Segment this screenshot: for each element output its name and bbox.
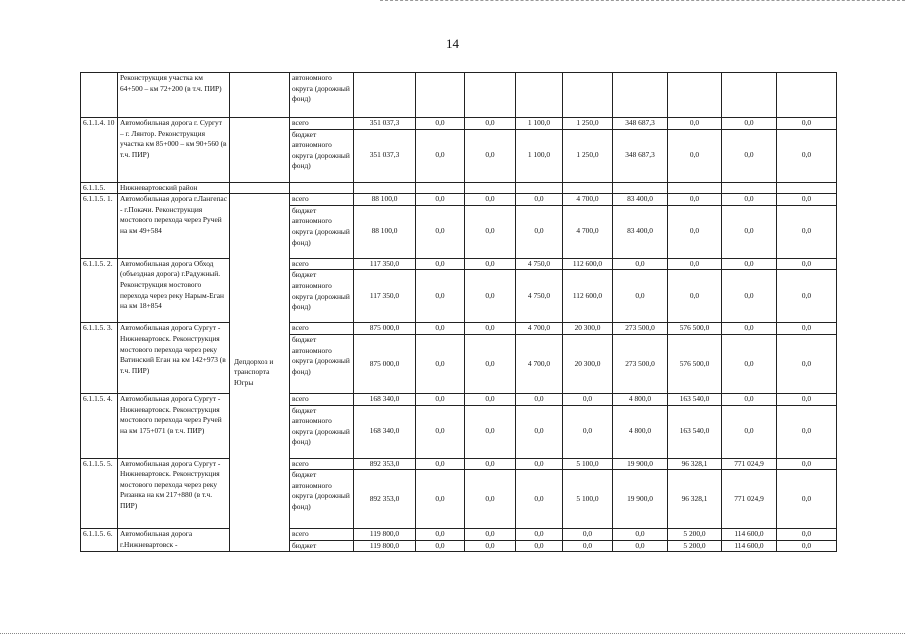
amount-cell: 96 328,1 <box>668 458 722 470</box>
table-cell <box>290 182 354 194</box>
item-code-cell: 6.1.1.5. 6. <box>81 529 118 552</box>
funding-table-wrapper <box>80 72 836 552</box>
amount-cell: 0,0 <box>416 270 465 323</box>
district-row <box>81 182 837 194</box>
amount-cell: 0,0 <box>668 129 722 182</box>
amount-cell: 112 600,0 <box>563 258 613 270</box>
item-code-cell <box>81 73 118 118</box>
amount-cell: 0,0 <box>777 258 837 270</box>
amount-cell: 0,0 <box>722 270 777 323</box>
amount-cell: 0,0 <box>465 334 516 393</box>
amount-cell: 0,0 <box>416 323 465 335</box>
funding-source-budget: бюджет <box>290 540 354 552</box>
table-cell <box>563 73 613 118</box>
amount-cell: 163 540,0 <box>668 405 722 458</box>
table-cell <box>668 182 722 194</box>
amount-cell: 875 000,0 <box>354 323 416 335</box>
item-name-cell: Автомобильная дорога Сургут - Нижневартовск. Реконструкция мостового перехода через Ручей на км 175+071 (в т.ч. ПИР) <box>118 393 230 458</box>
item-code-cell: 6.1.1.5. 1. <box>81 194 118 259</box>
amount-cell: 0,0 <box>416 129 465 182</box>
amount-cell: 5 100,0 <box>563 470 613 529</box>
amount-cell: 0,0 <box>668 118 722 130</box>
amount-cell: 351 037,3 <box>354 129 416 182</box>
table-cell <box>516 73 563 118</box>
table-cell <box>777 182 837 194</box>
amount-cell: 117 350,0 <box>354 270 416 323</box>
amount-cell: 88 100,0 <box>354 194 416 206</box>
amount-cell: 4 800,0 <box>613 393 668 405</box>
district-name: Нижневартовский район <box>118 182 230 194</box>
amount-cell: 0,0 <box>465 470 516 529</box>
amount-cell: 4 750,0 <box>516 270 563 323</box>
amount-cell: 0,0 <box>465 393 516 405</box>
amount-cell: 0,0 <box>516 194 563 206</box>
amount-cell: 351 037,3 <box>354 118 416 130</box>
amount-cell: 0,0 <box>416 405 465 458</box>
item-code-cell: 6.1.1.5. 4. <box>81 393 118 458</box>
amount-cell: 0,0 <box>465 405 516 458</box>
funding-source-budget: бюджет автономного округа (дорожный фонд) <box>290 270 354 323</box>
table-cell <box>722 182 777 194</box>
amount-cell: 5 200,0 <box>668 529 722 541</box>
item-name-cell: Автомобильная дорога г.Нижневартовск - <box>118 529 230 552</box>
amount-cell: 0,0 <box>516 470 563 529</box>
table-cell <box>722 73 777 118</box>
amount-cell: 119 800,0 <box>354 529 416 541</box>
amount-cell: 0,0 <box>777 470 837 529</box>
item-name-cell: Автомобильная дорога Сургут - Нижневартовск. Реконструкция мостового перехода через реку Ризанка на км 217+880 (в т.ч. ПИР) <box>118 458 230 529</box>
amount-cell: 0,0 <box>516 458 563 470</box>
amount-cell: 1 100,0 <box>516 129 563 182</box>
responsible-cell <box>230 118 290 183</box>
amount-cell: 0,0 <box>777 405 837 458</box>
amount-cell: 0,0 <box>416 194 465 206</box>
item-name-cell: Автомобильная дорога Обход (объездная дорога) г.Радужный. Реконструкция мостового перехода через реку Нарым-Еган на км 18+854 <box>118 258 230 323</box>
amount-cell: 163 540,0 <box>668 393 722 405</box>
funding-source-total: всего <box>290 458 354 470</box>
amount-cell: 0,0 <box>777 118 837 130</box>
amount-cell: 892 353,0 <box>354 458 416 470</box>
amount-cell: 0,0 <box>465 323 516 335</box>
amount-cell: 114 600,0 <box>722 540 777 552</box>
scan-edge-bottom <box>0 633 905 634</box>
table-cell <box>777 73 837 118</box>
amount-cell: 0,0 <box>563 540 613 552</box>
funding-source-budget: бюджет автономного округа (дорожный фонд) <box>290 470 354 529</box>
table-row <box>81 529 837 541</box>
amount-cell: 0,0 <box>563 393 613 405</box>
amount-cell: 83 400,0 <box>613 205 668 258</box>
table-cell <box>668 73 722 118</box>
table-row <box>81 323 837 335</box>
amount-cell: 0,0 <box>416 393 465 405</box>
responsible-cell: Депдорхоз и транспорта Югры <box>230 194 290 552</box>
amount-cell: 4 700,0 <box>516 323 563 335</box>
amount-cell: 0,0 <box>416 540 465 552</box>
table-row <box>81 73 837 118</box>
amount-cell: 771 024,9 <box>722 458 777 470</box>
amount-cell: 0,0 <box>465 270 516 323</box>
amount-cell: 0,0 <box>416 118 465 130</box>
item-code-cell: 6.1.1.4. 10 <box>81 118 118 183</box>
amount-cell: 0,0 <box>668 270 722 323</box>
funding-source-total: всего <box>290 393 354 405</box>
item-name-cell: Автомобильная дорога г.Лангепас - г.Покачи. Реконструкция мостового перехода через Ручей на км 49+584 <box>118 194 230 259</box>
funding-table <box>80 72 837 552</box>
amount-cell: 0,0 <box>465 458 516 470</box>
amount-cell: 88 100,0 <box>354 205 416 258</box>
funding-source-budget: бюджет автономного округа (дорожный фонд) <box>290 205 354 258</box>
amount-cell: 0,0 <box>465 205 516 258</box>
amount-cell: 0,0 <box>777 194 837 206</box>
scan-edge-top <box>380 0 905 3</box>
responsible-cell <box>230 73 290 118</box>
funding-source-cell: автономного округа (дорожный фонд) <box>290 73 354 118</box>
amount-cell: 0,0 <box>777 393 837 405</box>
amount-cell: 0,0 <box>416 205 465 258</box>
item-code-cell: 6.1.1.5. 3. <box>81 323 118 394</box>
amount-cell: 0,0 <box>777 205 837 258</box>
amount-cell: 19 900,0 <box>613 458 668 470</box>
amount-cell: 273 500,0 <box>613 323 668 335</box>
amount-cell: 1 250,0 <box>563 129 613 182</box>
item-code-cell: 6.1.1.5. 2. <box>81 258 118 323</box>
amount-cell: 168 340,0 <box>354 405 416 458</box>
amount-cell: 0,0 <box>465 129 516 182</box>
funding-source-budget: бюджет автономного округа (дорожный фонд) <box>290 129 354 182</box>
funding-source-total: всего <box>290 529 354 541</box>
amount-cell: 0,0 <box>516 405 563 458</box>
amount-cell: 168 340,0 <box>354 393 416 405</box>
amount-cell: 0,0 <box>668 194 722 206</box>
funding-source-budget: бюджет автономного округа (дорожный фонд) <box>290 405 354 458</box>
amount-cell: 0,0 <box>516 205 563 258</box>
table-row <box>81 258 837 270</box>
amount-cell: 0,0 <box>516 393 563 405</box>
amount-cell: 0,0 <box>465 540 516 552</box>
amount-cell: 0,0 <box>465 118 516 130</box>
amount-cell: 96 328,1 <box>668 470 722 529</box>
amount-cell: 0,0 <box>722 258 777 270</box>
table-cell <box>613 182 668 194</box>
table-cell <box>613 73 668 118</box>
table-cell <box>230 182 290 194</box>
amount-cell: 576 500,0 <box>668 323 722 335</box>
amount-cell: 112 600,0 <box>563 270 613 323</box>
item-name-cell: Автомобильная дорога г. Сургут – г. Лянтор. Реконструкция участка км 85+000 – км 90+560 (в т.ч. ПИР) <box>118 118 230 183</box>
amount-cell: 0,0 <box>563 405 613 458</box>
amount-cell: 19 900,0 <box>613 470 668 529</box>
table-cell <box>563 182 613 194</box>
funding-source-budget: бюджет автономного округа (дорожный фонд) <box>290 334 354 393</box>
table-cell <box>354 73 416 118</box>
page-number: 14 <box>446 36 459 51</box>
table-cell <box>465 182 516 194</box>
amount-cell: 20 300,0 <box>563 323 613 335</box>
amount-cell: 0,0 <box>777 458 837 470</box>
amount-cell: 0,0 <box>777 334 837 393</box>
amount-cell: 119 800,0 <box>354 540 416 552</box>
amount-cell: 4 800,0 <box>613 405 668 458</box>
amount-cell: 0,0 <box>516 529 563 541</box>
amount-cell: 0,0 <box>777 323 837 335</box>
amount-cell: 0,0 <box>722 118 777 130</box>
amount-cell: 4 700,0 <box>563 205 613 258</box>
amount-cell: 0,0 <box>777 529 837 541</box>
amount-cell: 0,0 <box>722 194 777 206</box>
amount-cell: 576 500,0 <box>668 334 722 393</box>
amount-cell: 0,0 <box>516 540 563 552</box>
amount-cell: 0,0 <box>668 258 722 270</box>
amount-cell: 0,0 <box>777 270 837 323</box>
amount-cell: 0,0 <box>416 470 465 529</box>
amount-cell: 20 300,0 <box>563 334 613 393</box>
item-name-cell: Автомобильная дорога Сургут - Нижневартовск. Реконструкция мостового перехода через реку Ватинский Еган на км 142+973 (в т.ч. ПИР) <box>118 323 230 394</box>
amount-cell: 348 687,3 <box>613 129 668 182</box>
funding-source-total: всего <box>290 118 354 130</box>
amount-cell: 0,0 <box>722 405 777 458</box>
amount-cell: 4 750,0 <box>516 258 563 270</box>
amount-cell: 771 024,9 <box>722 470 777 529</box>
amount-cell: 0,0 <box>613 529 668 541</box>
funding-source-total: всего <box>290 323 354 335</box>
amount-cell: 0,0 <box>465 529 516 541</box>
amount-cell: 0,0 <box>613 258 668 270</box>
funding-source-total: всего <box>290 258 354 270</box>
amount-cell: 0,0 <box>722 393 777 405</box>
table-row <box>81 118 837 130</box>
amount-cell: 0,0 <box>563 529 613 541</box>
amount-cell: 4 700,0 <box>563 194 613 206</box>
table-cell <box>416 182 465 194</box>
amount-cell: 875 000,0 <box>354 334 416 393</box>
amount-cell: 0,0 <box>722 323 777 335</box>
amount-cell: 114 600,0 <box>722 529 777 541</box>
amount-cell: 0,0 <box>777 129 837 182</box>
amount-cell: 0,0 <box>613 540 668 552</box>
table-cell <box>416 73 465 118</box>
amount-cell: 5 200,0 <box>668 540 722 552</box>
amount-cell: 892 353,0 <box>354 470 416 529</box>
amount-cell: 0,0 <box>416 529 465 541</box>
item-name-cell: Реконструкция участка км 64+500 – км 72+200 (в т.ч. ПИР) <box>118 73 230 118</box>
table-row <box>81 393 837 405</box>
district-code: 6.1.1.5. <box>81 182 118 194</box>
amount-cell: 1 100,0 <box>516 118 563 130</box>
amount-cell: 0,0 <box>722 129 777 182</box>
amount-cell: 0,0 <box>416 334 465 393</box>
amount-cell: 5 100,0 <box>563 458 613 470</box>
amount-cell: 348 687,3 <box>613 118 668 130</box>
amount-cell: 4 700,0 <box>516 334 563 393</box>
amount-cell: 0,0 <box>722 205 777 258</box>
table-cell <box>516 182 563 194</box>
amount-cell: 83 400,0 <box>613 194 668 206</box>
item-code-cell: 6.1.1.5. 5. <box>81 458 118 529</box>
table-cell <box>354 182 416 194</box>
table-row <box>81 458 837 470</box>
amount-cell: 0,0 <box>613 270 668 323</box>
amount-cell: 0,0 <box>722 334 777 393</box>
amount-cell: 0,0 <box>668 205 722 258</box>
table-row <box>81 194 837 206</box>
amount-cell: 0,0 <box>416 458 465 470</box>
amount-cell: 273 500,0 <box>613 334 668 393</box>
amount-cell: 0,0 <box>465 258 516 270</box>
table-cell <box>465 73 516 118</box>
amount-cell: 117 350,0 <box>354 258 416 270</box>
funding-source-total: всего <box>290 194 354 206</box>
amount-cell: 0,0 <box>416 258 465 270</box>
amount-cell: 0,0 <box>777 540 837 552</box>
amount-cell: 0,0 <box>465 194 516 206</box>
amount-cell: 1 250,0 <box>563 118 613 130</box>
